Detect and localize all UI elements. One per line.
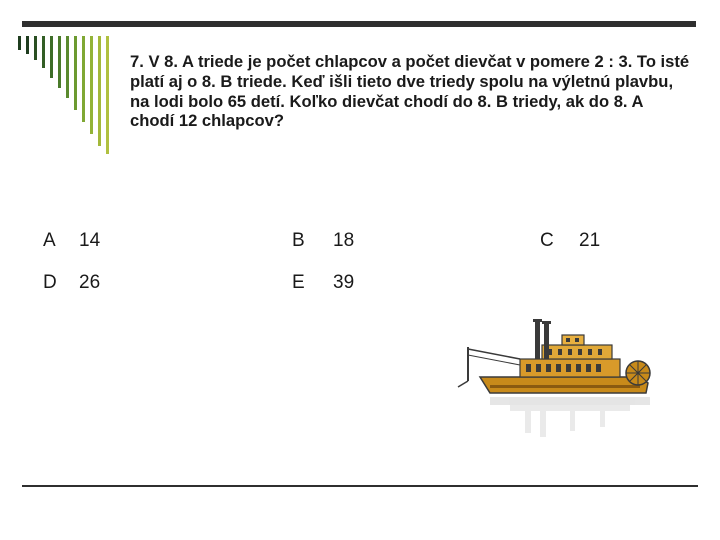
bar	[26, 36, 29, 54]
boat-reflection	[490, 397, 650, 437]
option-b-letter: B	[292, 230, 305, 251]
top-divider	[22, 21, 696, 27]
option-c-letter: C	[540, 230, 554, 251]
option-b-value: 18	[333, 230, 355, 251]
bar	[82, 36, 85, 122]
bar	[58, 36, 61, 88]
option-e-value: 39	[333, 272, 355, 293]
option-d-letter: D	[43, 272, 57, 293]
option-a-letter: A	[43, 230, 56, 251]
bar	[74, 36, 77, 110]
option-d-value: 26	[79, 272, 101, 293]
option-c-value: 21	[579, 230, 601, 251]
question-text: 7. V 8. A triede je počet chlapcov a počet dievčat v pomere 2 : 3. To isté platí aj o 8. B triede. Keď išli tieto dve triedy spolu na výletnú plavbu, na lodi bolo 65 detí. Koľko dievčat chodí do 8. B triedy, ak do 8. A chodí 12 chlapcov?	[130, 52, 690, 131]
steamboat-illustration	[450, 315, 660, 440]
bar	[34, 36, 37, 60]
bar	[98, 36, 101, 146]
option-e-letter: E	[292, 272, 305, 293]
bar	[90, 36, 93, 134]
bar	[42, 36, 45, 68]
decorative-bars	[18, 36, 138, 156]
option-a-value: 14	[79, 230, 101, 251]
bar	[66, 36, 69, 98]
bar	[18, 36, 21, 50]
bar	[106, 36, 109, 154]
bar	[50, 36, 53, 78]
bottom-divider	[22, 485, 698, 487]
